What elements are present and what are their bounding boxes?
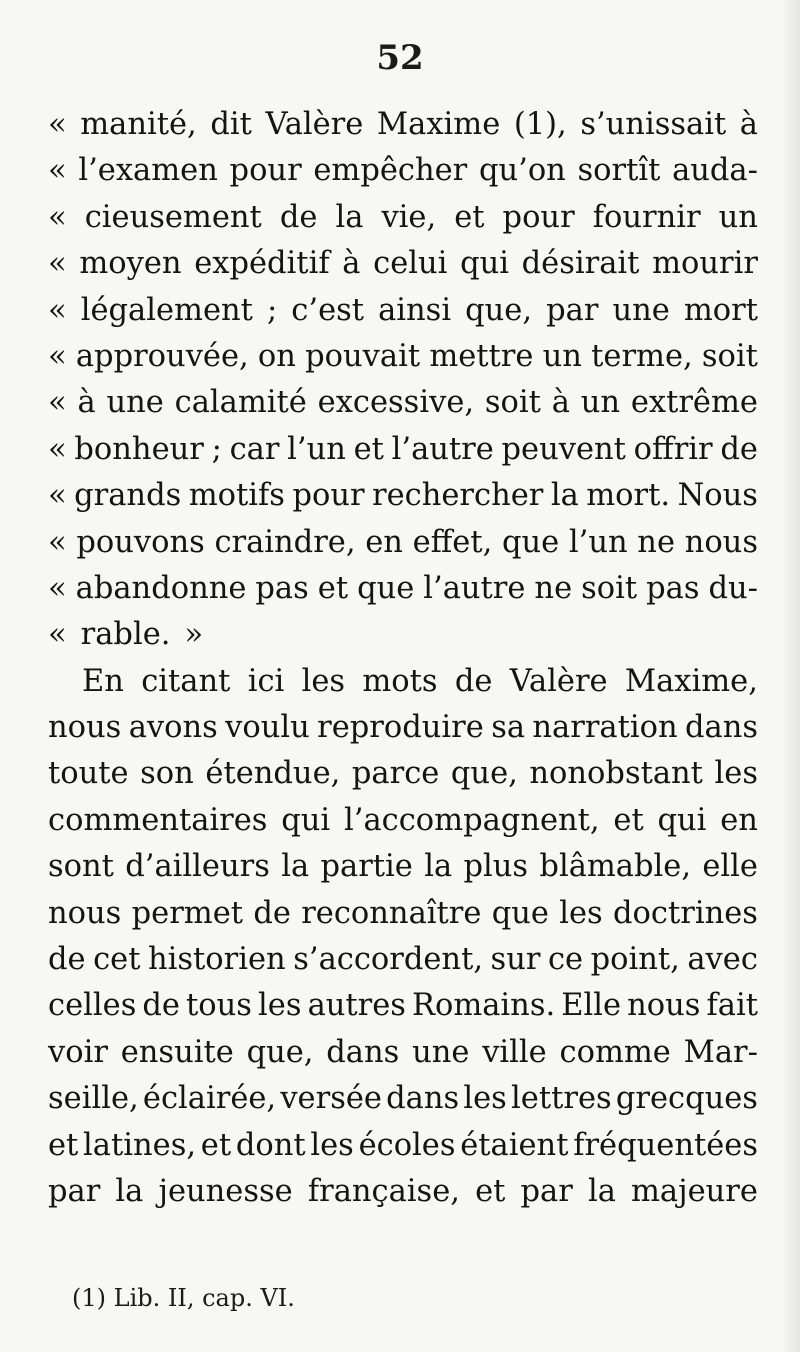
text-line: « moyen expéditif à celui qui désirait mourir bbox=[48, 246, 758, 282]
text-line: « abandonne pas et que l’autre ne soit pas du- bbox=[48, 570, 758, 606]
text-line: nous avons voulu reproduire sa narration dans bbox=[48, 710, 758, 746]
text-line: « manité, dit Valère Maxime (1), s’unissait à bbox=[48, 107, 758, 142]
body-text bbox=[48, 102, 758, 1215]
page-edge-shadow bbox=[782, 0, 800, 1352]
text-line: « pouvons craindre, en effet, que l’un ne nous bbox=[48, 524, 758, 560]
text-line: « l’examen pour empêcher qu’on sortît auda- bbox=[48, 153, 758, 189]
footnote: (1) Lib. II, cap. VI. bbox=[72, 1284, 295, 1312]
text-line: voir ensuite que, dans une ville comme Mar- bbox=[48, 1034, 758, 1070]
text-line: « légalement ; c’est ainsi que, par une mort bbox=[48, 292, 758, 328]
text-line: sont d’ailleurs la partie la plus blâmable, elle bbox=[48, 849, 758, 885]
text-line: « approuvée, on pouvait mettre un terme, soit bbox=[48, 338, 758, 374]
page-number: 52 bbox=[376, 38, 424, 78]
text-line: commentaires qui l’accompagnent, et qui en bbox=[48, 802, 758, 838]
text-line: toute son étendue, parce que, nonobstant les bbox=[48, 756, 758, 792]
text-line: de cet historien s’accordent, sur ce point, avec bbox=[48, 942, 758, 978]
text-line: nous permet de reconnaître que les doctrines bbox=[48, 895, 758, 931]
text-line: seille, éclairée, versée dans les lettres grecques bbox=[48, 1081, 758, 1117]
text-line: « bonheur ; car l’un et l’autre peuvent offrir de bbox=[48, 431, 758, 467]
text-line: « grands motifs pour rechercher la mort. Nous bbox=[48, 478, 758, 514]
text-line: par la jeunesse française, et par la majeure bbox=[48, 1173, 758, 1209]
text-line: En citant ici les mots de Valère Maxime, bbox=[82, 663, 758, 699]
text-line: « cieusement de la vie, et pour fournir un bbox=[48, 199, 758, 235]
text-line: « rable. » bbox=[48, 617, 204, 653]
text-line: « à une calamité excessive, soit à un extrême bbox=[48, 385, 758, 421]
text-line: et latines, et dont les écoles étaient fréquentées bbox=[48, 1127, 758, 1163]
text-line: celles de tous les autres Romains. Elle nous fait bbox=[48, 988, 758, 1024]
